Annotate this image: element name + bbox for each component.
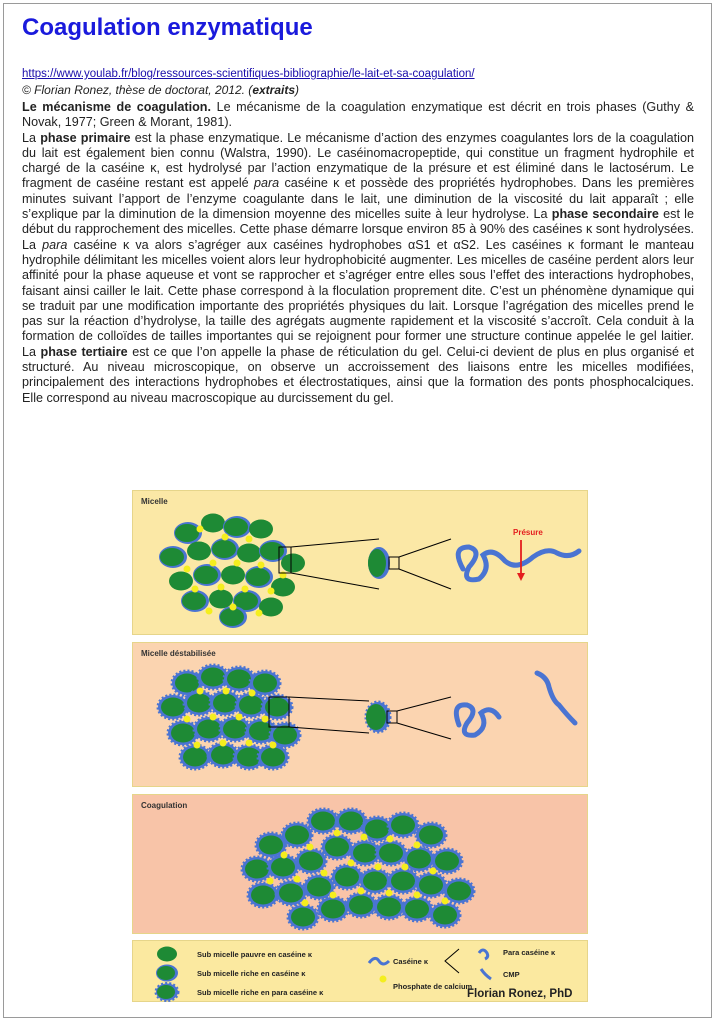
coagulation-diagram [133,795,589,935]
intro-heading: Le mécanisme de coagulation. [22,100,211,114]
legend-item-para: Sub micelle riche en para caséine κ [197,988,324,997]
legend-cmp: CMP [503,970,520,979]
panel-destabilisee-label: Micelle déstabilisée [141,649,216,658]
legend-graphic [133,941,589,1003]
zoom-box [389,557,399,569]
single-submicelle [368,547,390,579]
main-paragraph: La phase primaire est la phase enzymatique. Le mécanisme d’action des enzymes coagulantes lors de la coagulation du lait est également bien connu (Walstra, 1990). Le caséinomacropeptide, qui constitue un fragment hydrophile et chargé de la caséine κ, est hydrolysé par l’action enzymatique de la présure et est éliminé dans le lactosérum. Le fragment de caséine restant est appelé para caséine κ et possède des propriétés hydrophobes. Dans les premières minutes suivant l’apport de l’enzyme coagulante dans le lait, une diminution de la viscosité du lait apparaît ; elle s’explique par la diminution de la dimension moyenne des micelles suite à leur hydrolyse. La phase secondaire est le début du rapprochement des micelles. Cette phase démarre lorsque environ 85 à 90% des caséines κ sont hydrolysées. La para caséine κ va alors s’agréger aux caséines hydrophobes αS1 et αS2. Les caséines κ formant le manteau hydrophile délimitant les micelles voient alors leur hydrophobicité augmenter. Les micelles de caséine perdent alors leur affinité pour la phase aqueuse et vont se rapprocher et s’agréger entre elles sous l’effet des interactions hydrophobes, faisant ainsi cailler le lait. Cette phase correspond à la floculation proprement dite. C’est un phénomène dynamique qui se traduit par une modification importante des propriétés physiques du lait. Lorsque l’agrégation des micelles prend le pas sur la réaction d’hydrolyse, la taille des agrégats augmente rapidement et la viscosité s’accroît. Cela conduit à la formation de colloïdes de tailles importantes qui se rejoignent pour former une structure continue appelée le gel laitier. La phase tertiaire est ce que l’on appelle la phase de réticulation du gel. Celui-ci devient de plus en plus organisé et structuré. Au niveau microscopique, on observe un accroissement des liaisons entre les micelles modifiées, principalement des interactions hydrophobes et électrostatiques, ainsi que la formation des ponts phosphocalciques. Elle correspond au niveau macroscopique au durcissement du gel. [22,130,694,405]
micelle-cluster [159,514,305,629]
legend-phosphate-icon [380,976,387,983]
zoom-line [397,697,451,711]
panel-micelle [132,490,588,635]
legend-casein-icon [369,958,389,964]
copyright-extraits: extraits [252,83,296,97]
figure-author: Florian Ronez, PhD [467,988,573,1000]
copyright-suffix: ) [295,83,300,97]
zoom-line [291,573,379,589]
page-title: Coagulation enzymatique [22,14,313,41]
zoom-line [289,697,369,701]
figure-legend [132,940,588,1002]
legend-swatch-poor [157,947,177,962]
zoom-line [397,723,451,739]
presure-arrowhead [517,573,525,581]
cmp-fragment [537,673,575,723]
legend-item-rich: Sub micelle riche en caséine κ [197,969,306,978]
legend-cmp-icon [481,969,491,979]
panel-coagulation-label: Coagulation [141,801,188,810]
copyright-line [22,83,299,97]
legend-casein: Caséine κ [393,957,429,966]
document-page [3,3,712,1018]
presure-label: Présure [513,528,543,537]
phase-primaire-term: phase primaire [40,130,131,145]
destabilised-cluster [158,665,300,769]
copyright-prefix: © Florian Ronez, thèse de doctorat, 2012. ( [22,83,253,97]
source-link[interactable]: https://www.youlab.fr/blog/ressources-scientifiques-bibliographie/le-lait-et-sa-coagulation/ [22,68,475,80]
single-destabilised-submicelle [366,702,390,732]
micelle-diagram [133,491,589,636]
body-text [22,100,694,406]
legend-para-casein: Para caséine κ [503,948,556,957]
destabilised-diagram [133,643,589,788]
legend-para-icon [479,950,488,959]
legend-swatch-para [156,984,178,1001]
zoom-line [399,569,451,589]
phase-tertiaire-term: phase tertiaire [40,344,128,359]
zoom-line [291,539,379,547]
legend-phosphate: Phosphate de calcium [393,982,473,991]
panel-coagulation [132,794,588,934]
gel-network [242,809,474,929]
para-casein-chain [456,705,499,735]
zoom-line [399,539,451,557]
panel-micelle-destabilisee [132,642,588,787]
intro-paragraph: Le mécanisme de coagulation. Le mécanisme de la coagulation enzymatique est décrit en trois phases (Guthy & Novak, 1977; Green & Morant, 1981). [22,100,694,130]
legend-split-bracket [445,949,459,973]
legend-item-poor: Sub micelle pauvre en caséine κ [197,950,313,959]
legend-swatch-rich [156,965,178,982]
panel-micelle-label: Micelle [141,497,168,506]
coagulation-figure [132,490,588,1004]
phase-secondaire-term: phase secondaire [551,207,659,222]
